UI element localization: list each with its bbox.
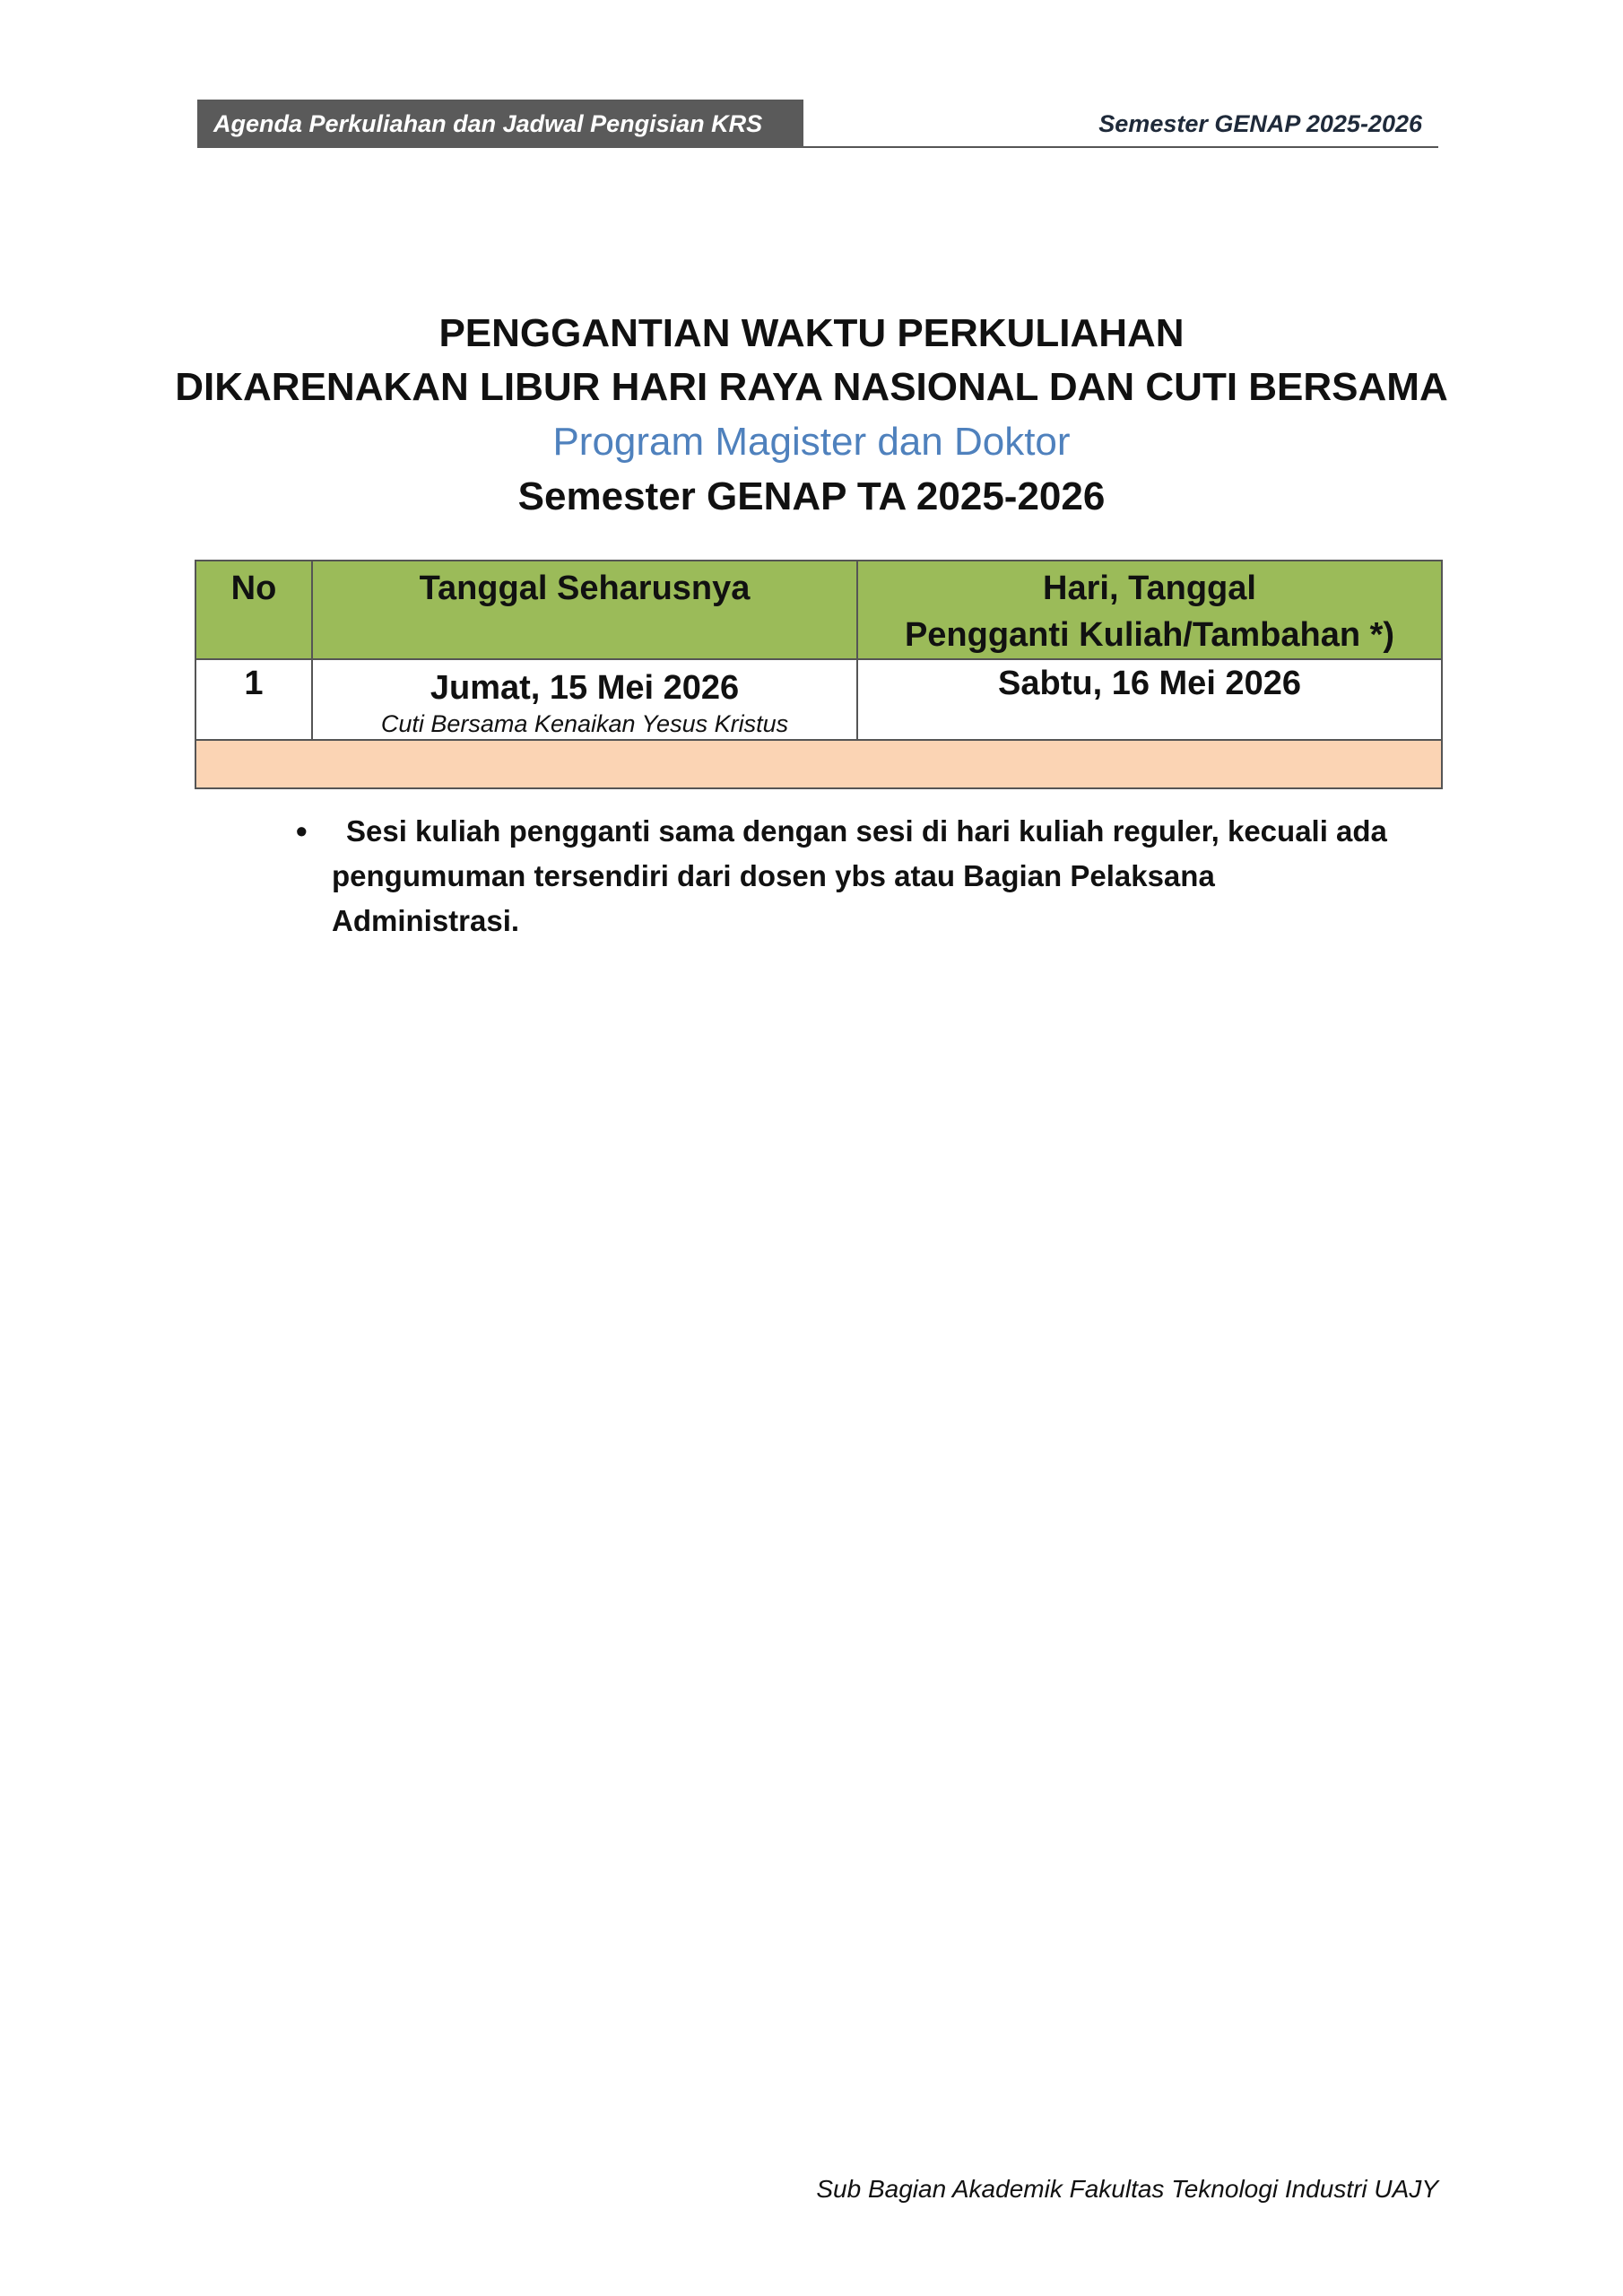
table-header-row <box>195 561 1442 659</box>
page-title-block <box>0 307 1623 524</box>
table-row <box>195 659 1442 740</box>
replacement-schedule-table <box>195 560 1443 789</box>
column-header-replacement-line-2: Pengganti Kuliah/Tambahan *) <box>904 616 1395 654</box>
note-item: Sesi kuliah pengganti sama dengan sesi di hari kuliah reguler, kecuali ada pengumuman tersendiri dari dosen ybs atau Bagian Pelaksana Administrasi. <box>332 814 1387 937</box>
notes-list <box>296 809 1462 944</box>
empty-row-cell <box>195 740 1442 788</box>
empty-table-row <box>195 740 1442 788</box>
bullet-icon: • <box>296 813 308 849</box>
replacement-date: Sabtu, 16 Mei 2026 <box>857 659 1442 740</box>
footer-office-name: Sub Bagian Akademik Fakultas Teknologi Industri UAJY <box>816 2175 1438 2203</box>
header-document-title: Agenda Perkuliahan dan Jadwal Pengisian KRS <box>197 100 803 148</box>
holiday-note: Cuti Bersama Kenaikan Yesus Kristus <box>380 710 789 737</box>
header-semester-label: Semester GENAP 2025-2026 <box>803 100 1438 148</box>
page-title-line-1: PENGGANTIAN WAKTU PERKULIAHAN <box>438 311 1185 355</box>
program-subtitle: Program Magister dan Doktor <box>552 420 1071 464</box>
column-header-replacement-line-1: Hari, Tanggal <box>1043 570 1256 607</box>
column-header-no: No <box>195 561 312 659</box>
scheduled-date-cell <box>312 659 857 740</box>
column-header-scheduled-date: Tanggal Seharusnya <box>312 561 857 659</box>
column-header-replacement-date <box>857 561 1442 659</box>
scheduled-date: Jumat, 15 Mei 2026 <box>430 669 740 707</box>
semester-title: Semester GENAP TA 2025-2026 <box>517 474 1106 518</box>
page-title-line-2: DIKARENAKAN LIBUR HARI RAYA NASIONAL DAN CUTI BERSAMA <box>175 365 1448 409</box>
row-number: 1 <box>195 659 312 740</box>
